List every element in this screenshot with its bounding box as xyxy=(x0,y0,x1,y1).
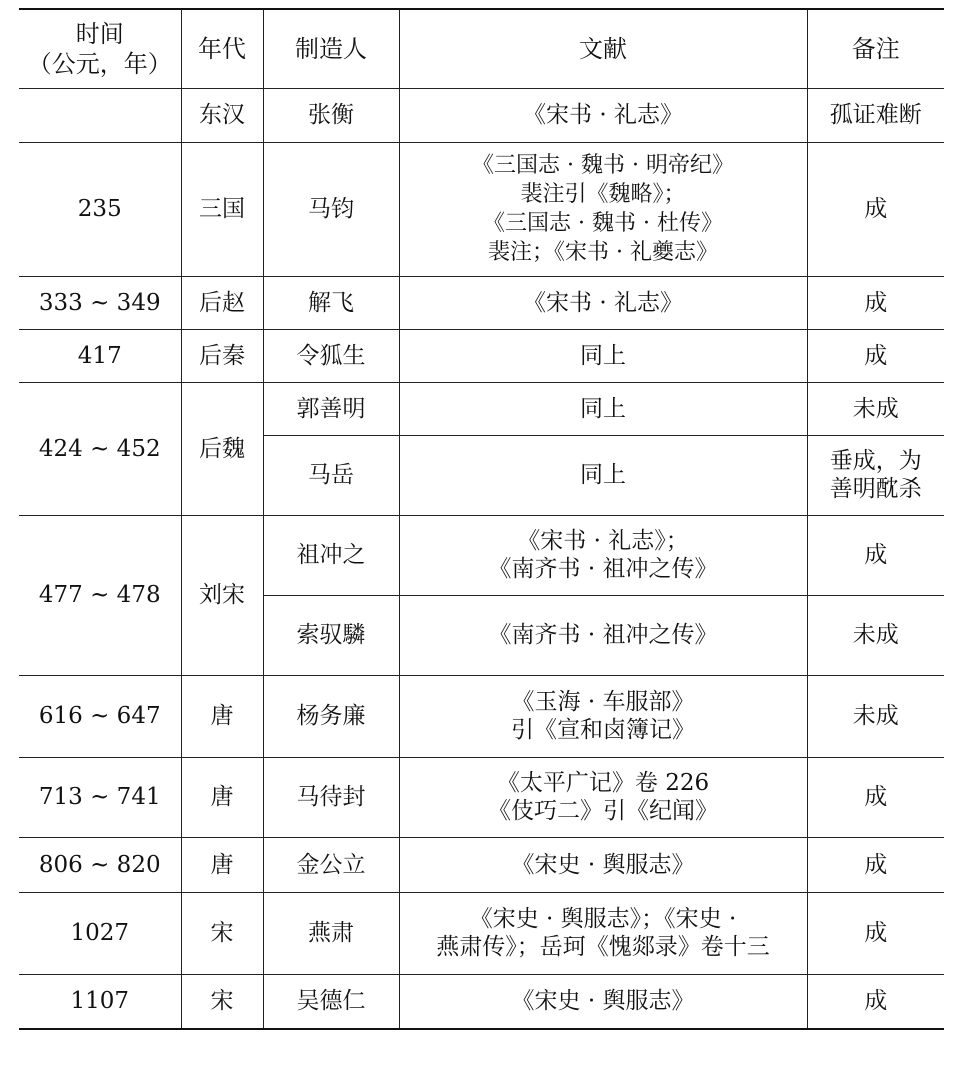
table-row xyxy=(19,382,944,435)
cell-maker: 郭善明 xyxy=(263,382,399,435)
cell-dynasty: 刘宋 xyxy=(181,515,263,675)
header-row xyxy=(19,9,944,88)
table-row xyxy=(19,329,944,382)
table-row xyxy=(19,276,944,329)
source-line: 同上 xyxy=(580,462,626,488)
source-line: 《南齐书 · 祖冲之传》 xyxy=(488,556,718,582)
header-maker: 制造人 xyxy=(263,9,399,88)
source-line: 《宋史 · 舆服志》 xyxy=(511,851,695,878)
cell-maker: 吴德仁 xyxy=(263,974,399,1029)
cell-note xyxy=(807,142,944,276)
cell-note xyxy=(807,515,944,595)
cell-note xyxy=(807,675,944,757)
source-line: 《玉海 · 车服部》 xyxy=(511,689,695,715)
note-line: 成 xyxy=(864,784,888,810)
cell-sources xyxy=(399,276,807,329)
table-row xyxy=(19,837,944,892)
cell-note xyxy=(807,595,944,675)
cell-note xyxy=(807,435,944,515)
cell-time: 616 ~ 647 xyxy=(19,675,181,757)
cell-time: 235 xyxy=(19,142,181,276)
cell-dynasty: 唐 xyxy=(181,675,263,757)
source-line: 《宋书 · 礼志》 xyxy=(523,289,683,316)
header-time-line1: 时间 xyxy=(75,19,124,48)
cell-dynasty: 唐 xyxy=(181,757,263,837)
source-line: 《宋书 · 礼志》 xyxy=(523,102,683,128)
cell-sources xyxy=(399,892,807,974)
inventor-table xyxy=(19,8,944,1030)
header-notes: 备注 xyxy=(807,9,944,88)
cell-maker: 金公立 xyxy=(263,837,399,892)
table-row xyxy=(19,142,944,276)
cell-time: 424 ~ 452 xyxy=(19,382,181,515)
table-row xyxy=(19,675,944,757)
cell-sources xyxy=(399,88,807,142)
cell-sources xyxy=(399,675,807,757)
table-row xyxy=(19,757,944,837)
cell-dynasty: 宋 xyxy=(181,974,263,1029)
cell-maker: 杨务廉 xyxy=(263,675,399,757)
source-line: 《太平广记》卷 226 xyxy=(496,770,710,796)
note-line: 成 xyxy=(864,542,888,568)
cell-sources xyxy=(399,382,807,435)
header-time-line2: （公元，年） xyxy=(27,49,172,78)
cell-note xyxy=(807,276,944,329)
note-line: 垂成，为 xyxy=(829,448,922,474)
note-line: 成 xyxy=(864,988,888,1015)
cell-maker: 马钧 xyxy=(263,142,399,276)
cell-sources xyxy=(399,142,807,276)
source-line: 《南齐书 · 祖冲之传》 xyxy=(488,622,718,648)
note-line: 孤证难断 xyxy=(829,102,922,128)
header-time xyxy=(19,9,181,88)
source-line: 《三国志 · 魏书 · 明帝纪》 xyxy=(472,153,734,178)
cell-sources xyxy=(399,837,807,892)
cell-sources xyxy=(399,757,807,837)
note-line: 未成 xyxy=(852,703,899,729)
note-line: 成 xyxy=(864,342,888,369)
source-line: 引《宣和卤簿记》 xyxy=(511,717,695,743)
cell-time: 713 ~ 741 xyxy=(19,757,181,837)
table-row xyxy=(19,974,944,1029)
cell-dynasty: 后赵 xyxy=(181,276,263,329)
cell-maker: 马待封 xyxy=(263,757,399,837)
cell-time: 477 ~ 478 xyxy=(19,515,181,675)
cell-sources xyxy=(399,435,807,515)
source-line: 裴注；《宋书 · 礼夔志》 xyxy=(488,240,718,265)
source-line: 同上 xyxy=(580,342,626,369)
source-line: 《宋史 · 舆服志》；《宋史 · xyxy=(469,906,737,932)
cell-dynasty: 后秦 xyxy=(181,329,263,382)
cell-note xyxy=(807,329,944,382)
table-row xyxy=(19,515,944,595)
note-line: 成 xyxy=(864,196,888,222)
note-line: 未成 xyxy=(852,622,899,648)
cell-sources xyxy=(399,595,807,675)
cell-maker: 燕肃 xyxy=(263,892,399,974)
source-line: 裴注引《魏略》； xyxy=(520,182,686,207)
cell-time: 1107 xyxy=(19,974,181,1029)
note-line: 成 xyxy=(864,920,888,946)
cell-dynasty: 后魏 xyxy=(181,382,263,515)
source-line: 燕肃传》；岳珂《愧郯录》卷十三 xyxy=(436,934,770,960)
cell-time xyxy=(19,88,181,142)
cell-dynasty: 三国 xyxy=(181,142,263,276)
cell-maker: 祖冲之 xyxy=(263,515,399,595)
source-line: 《宋书 · 礼志》； xyxy=(517,528,689,554)
cell-maker: 马岳 xyxy=(263,435,399,515)
cell-maker: 令狐生 xyxy=(263,329,399,382)
cell-sources xyxy=(399,515,807,595)
cell-time: 1027 xyxy=(19,892,181,974)
source-line: 《宋史 · 舆服志》 xyxy=(511,988,695,1015)
cell-note xyxy=(807,974,944,1029)
cell-maker: 索驭驎 xyxy=(263,595,399,675)
header-sources: 文献 xyxy=(399,9,807,88)
cell-time: 333 ~ 349 xyxy=(19,276,181,329)
note-line: 善明酖杀 xyxy=(829,476,922,502)
source-line: 《伎巧二》引《纪闻》 xyxy=(488,798,718,824)
cell-sources xyxy=(399,974,807,1029)
cell-dynasty: 宋 xyxy=(181,892,263,974)
cell-note xyxy=(807,88,944,142)
cell-maker: 张衡 xyxy=(263,88,399,142)
cell-note xyxy=(807,757,944,837)
table-row xyxy=(19,892,944,974)
cell-maker: 解飞 xyxy=(263,276,399,329)
source-line: 同上 xyxy=(580,395,626,422)
note-line: 成 xyxy=(864,289,888,316)
source-line: 《三国志 · 魏书 · 杜传》 xyxy=(483,211,723,236)
cell-note xyxy=(807,837,944,892)
cell-sources xyxy=(399,329,807,382)
cell-dynasty: 东汉 xyxy=(181,88,263,142)
table-row xyxy=(19,88,944,142)
note-line: 未成 xyxy=(852,395,899,422)
cell-note xyxy=(807,382,944,435)
cell-note xyxy=(807,892,944,974)
cell-time: 417 xyxy=(19,329,181,382)
document-page xyxy=(19,8,944,1030)
note-line: 成 xyxy=(864,851,888,878)
header-dynasty: 年代 xyxy=(181,9,263,88)
cell-dynasty: 唐 xyxy=(181,837,263,892)
cell-time: 806 ~ 820 xyxy=(19,837,181,892)
